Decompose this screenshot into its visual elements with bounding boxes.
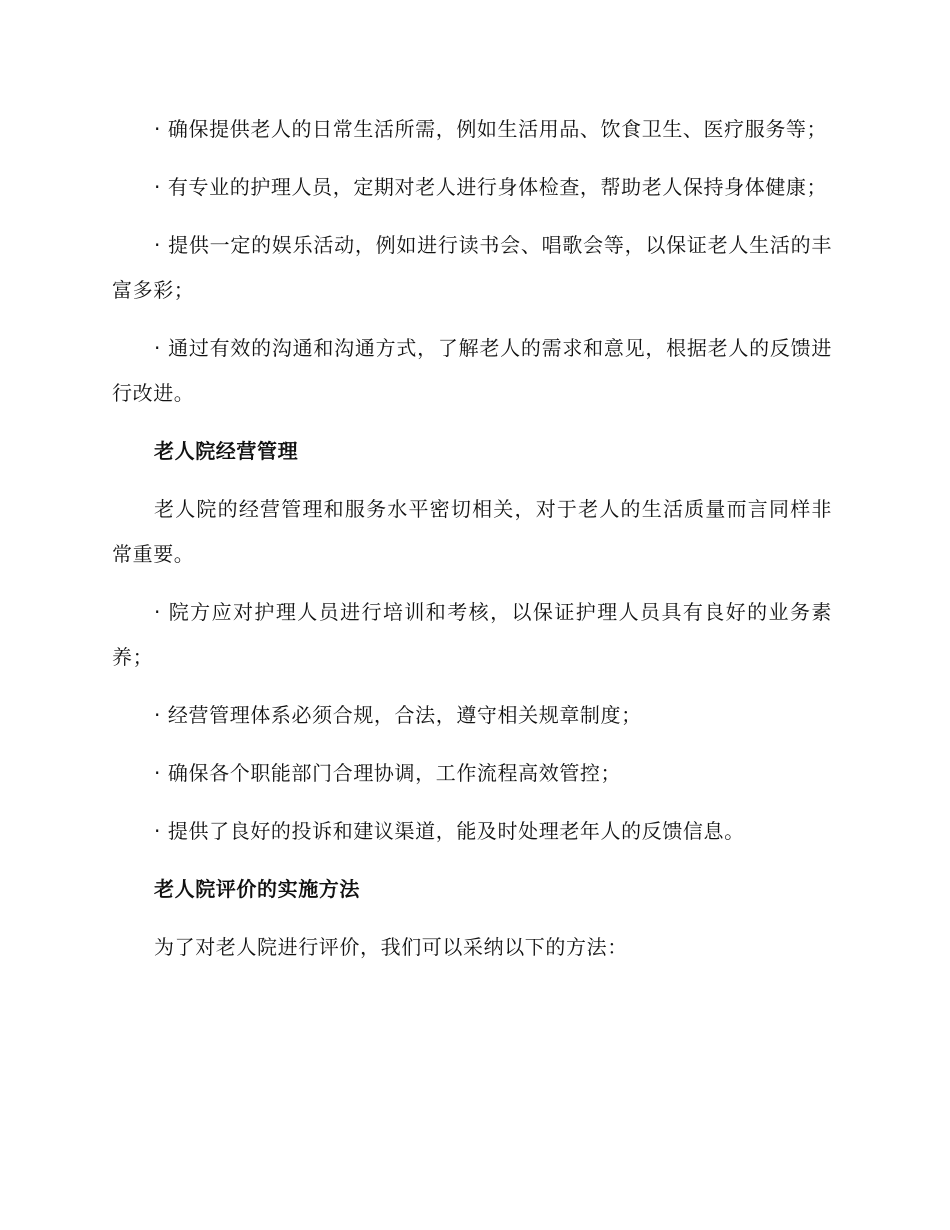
bullet-staff-training: · 院方应对护理人员进行培训和考核，以保证护理人员具有良好的业务素养；: [112, 600, 832, 669]
bullet-compliance: · 经营管理体系必须合规，合法，遵守相关规章制度；: [154, 703, 642, 727]
section-heading-management: 老人院经营管理: [154, 439, 299, 463]
bullet-daily-needs: · 确保提供老人的日常生活所需，例如生活用品、饮食卫生、医疗服务等；: [154, 117, 828, 141]
bullet-nursing-staff: · 有专业的护理人员，定期对老人进行身体检查，帮助老人保持身体健康；: [154, 175, 828, 199]
paragraph-evaluation-intro: 为了对老人院进行评价，我们可以采纳以下的方法：: [154, 935, 628, 959]
bullet-entertainment: · 提供一定的娱乐活动，例如进行读书会、唱歌会等，以保证老人生活的丰富多彩；: [112, 233, 832, 302]
bullet-communication: · 通过有效的沟通和沟通方式，了解老人的需求和意见，根据老人的反馈进行改进。: [112, 336, 832, 405]
bullet-feedback-channel: · 提供了良好的投诉和建议渠道，能及时处理老年人的反馈信息。: [154, 819, 745, 843]
bullet-coordination: · 确保各个职能部门合理协调，工作流程高效管控；: [154, 761, 622, 785]
paragraph-management-intro: 老人院的经营管理和服务水平密切相关，对于老人的生活质量而言同样非常重要。: [112, 497, 832, 566]
section-heading-evaluation: 老人院评价的实施方法: [154, 877, 360, 901]
document-body: [112, 107, 832, 983]
